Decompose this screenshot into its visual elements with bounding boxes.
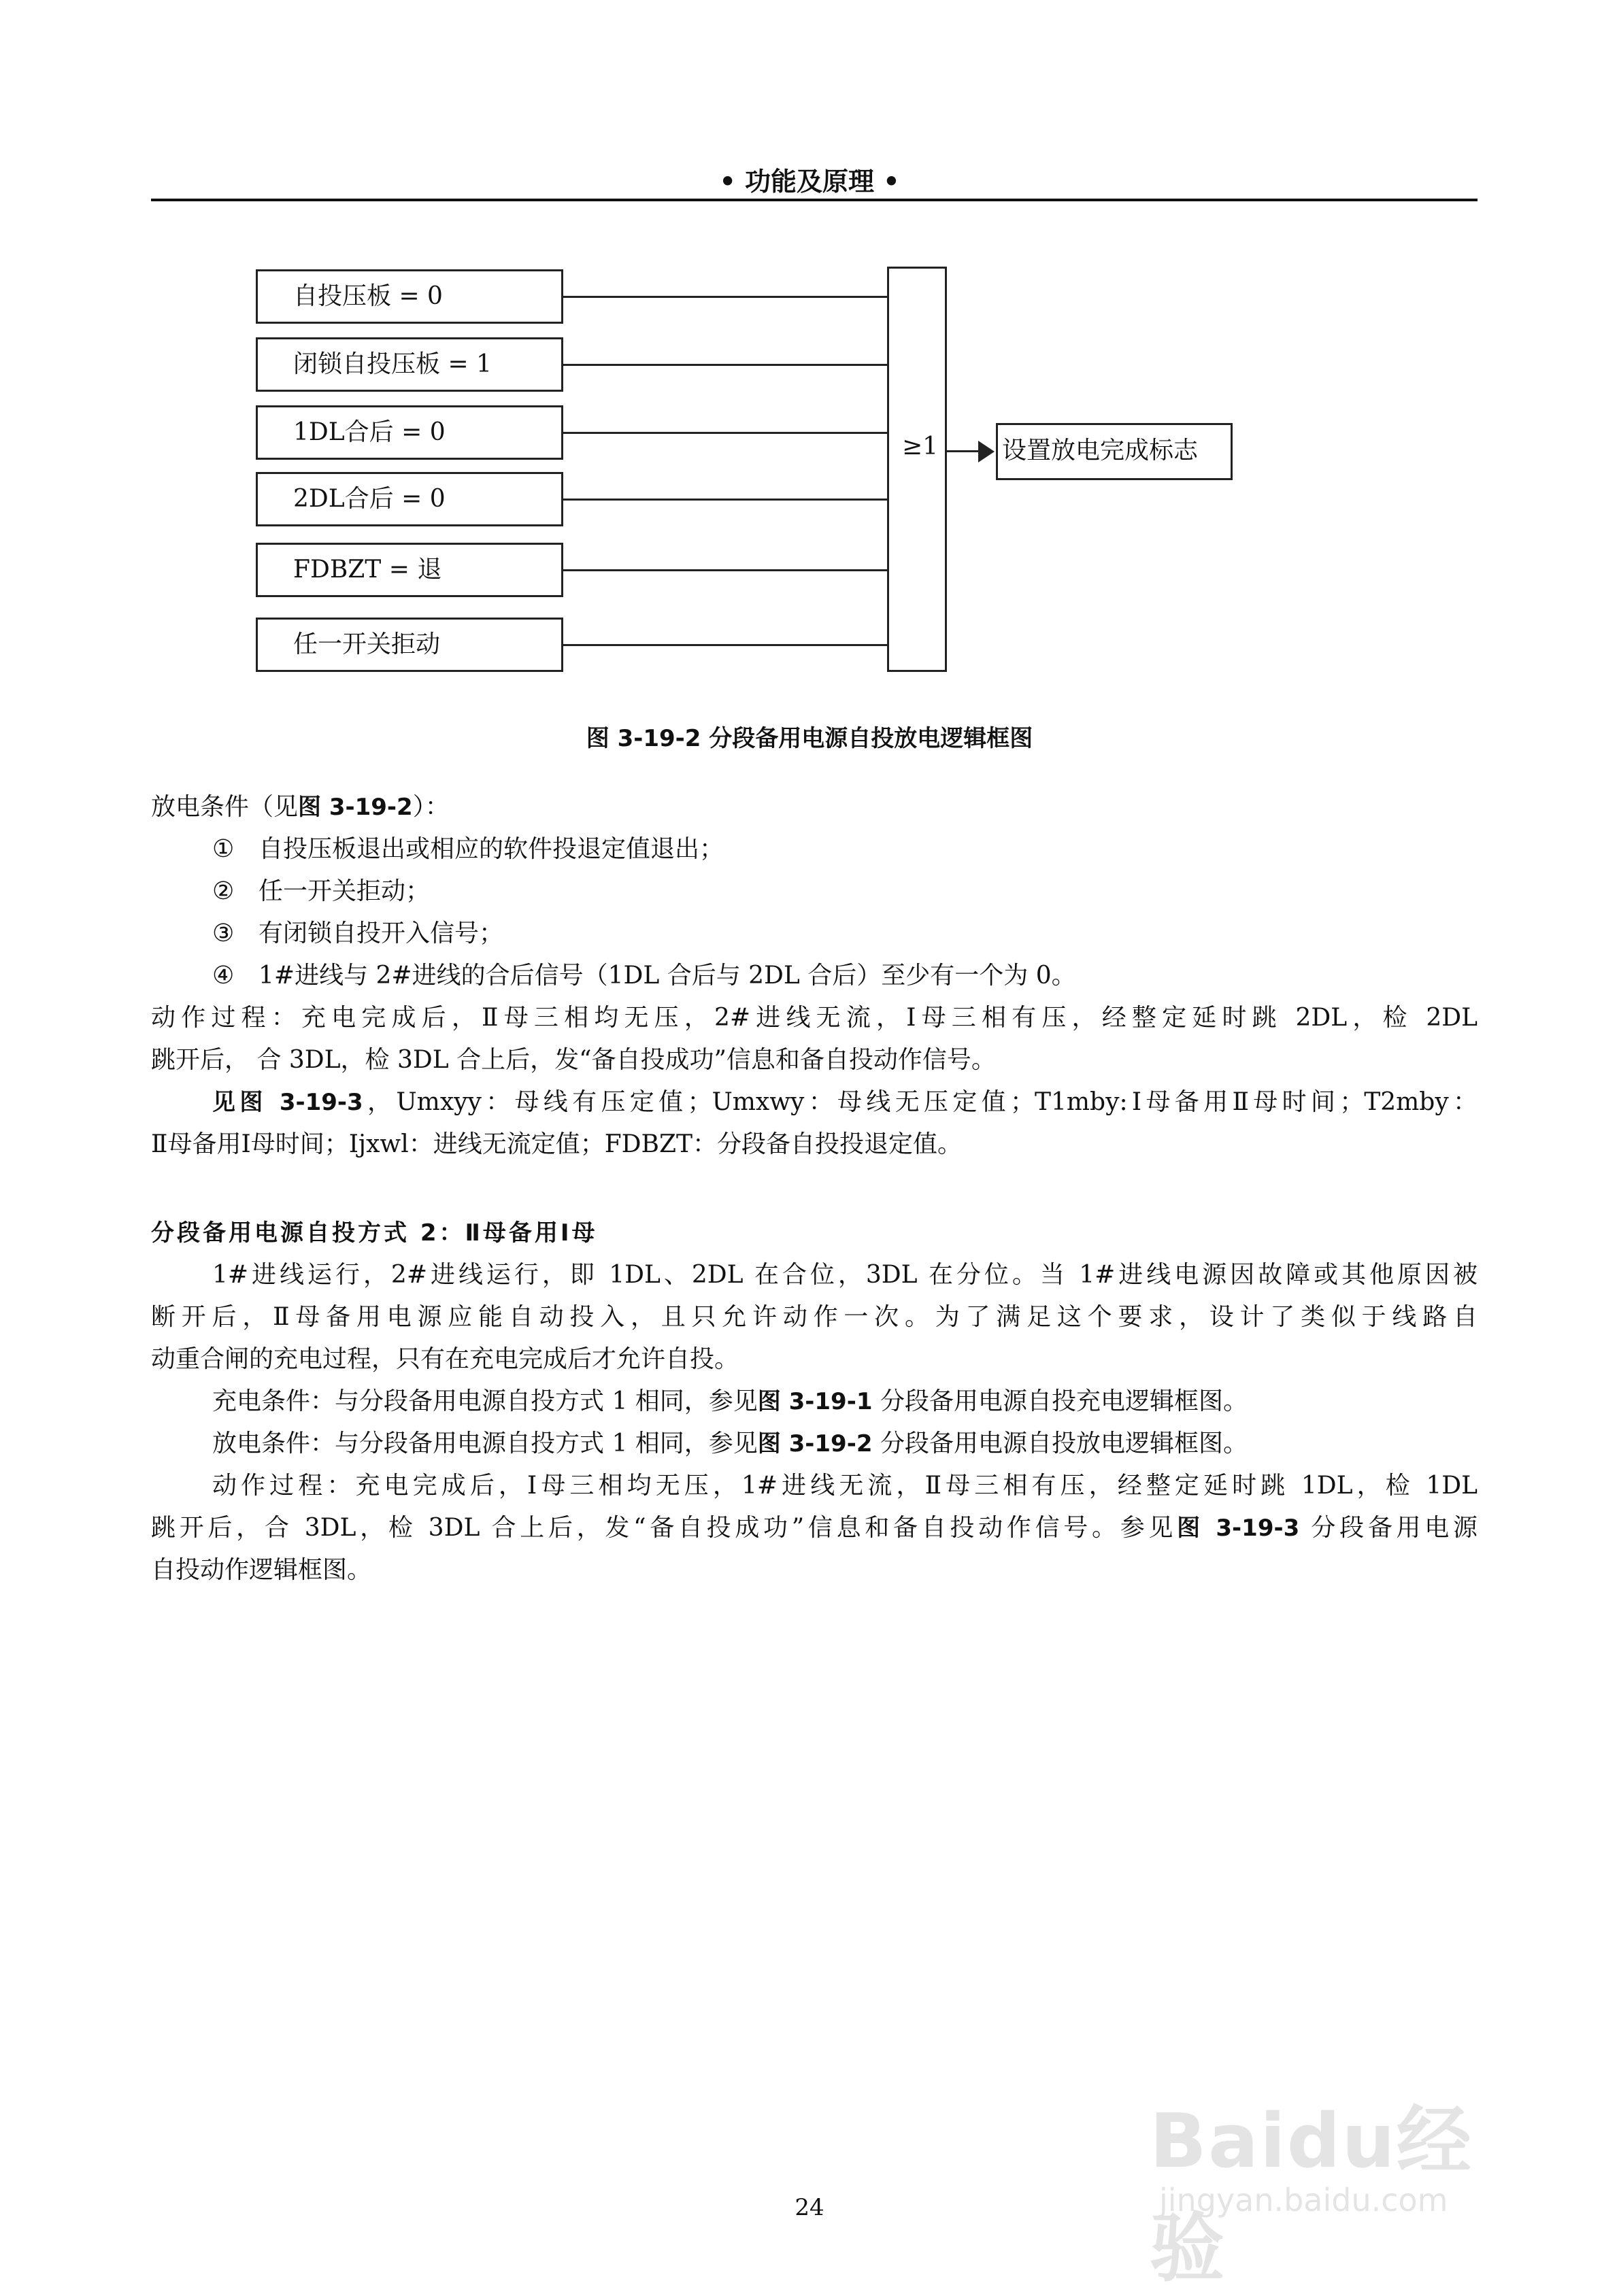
section-title: 分段备用电源自投方式 2：Ⅱ母备用Ⅰ母 [151,1219,598,1247]
diagram-wire [563,364,887,366]
page-header-title: • 功能及原理 • [719,167,900,197]
watermark-brand: Baidu经验 [1150,2097,1473,2292]
paragraph-line: 充电条件：与分段备用电源自投方式 1 相同，参见图 3-19-1 分段备用电源自投充电逻辑框图。 [212,1387,1248,1415]
diagram-input-lock-plate: 闭锁自投压板 = 1 [256,337,563,392]
mode2-section [151,1212,1478,1591]
discharge-logic-diagram [0,0,1619,680]
output-wire [947,450,981,452]
paragraph-line: 放电条件：与分段备用电源自投方式 1 相同，参见图 3-19-2 分段备用电源自投放电逻辑框图。 [212,1430,1248,1457]
paragraph-line: 跳开后， 合 3DL，检 3DL 合上后，发“备自投成功”信息和备自投动作信号。 [151,1046,996,1074]
figure-reference: 图 3-19-3 [1177,1515,1300,1542]
figure-reference: 图 3-19-2 [757,1430,873,1457]
paragraph-line: Ⅱ母备用Ⅰ母时间；Ijxwl：进线无流定值；FDBZT：分段备自投投退定值。 [151,1130,963,1158]
paragraph-line: 断开后，Ⅱ母备用电源应能自动投入，且只允许动作一次。为了满足这个要求，设计了类似于线路自 [151,1303,1478,1331]
watermark-site: jingyan.baidu.com [1159,2182,1448,2218]
list-item: ① 自投压板退出或相应的软件投退定值退出； [212,835,724,863]
diagram-input-1dl: 1DL合后 = 0 [256,405,563,460]
paragraph-line: 自投动作逻辑框图。 [151,1556,372,1584]
paragraph-line: 1#进线运行，2#进线运行，即 1DL、2DL 在合位，3DL 在分位。当 1#进线电源因故障或其他原因被 [212,1261,1478,1289]
paragraph-line: 动作过程：充电完成后，Ⅱ母三相均无压，2#进线无流，Ⅰ母三相有压，经整定延时跳 2DL，检 2DL [151,1004,1478,1032]
diagram-wire [563,644,887,646]
diagram-output-box: 设置放电完成标志 [996,423,1233,480]
discharge-conditions [151,786,1478,1166]
figure-reference: 图 3-19-1 [757,1388,873,1415]
diagram-input-2dl: 2DL合后 = 0 [256,472,563,526]
diagram-input-switch-fail: 任一开关拒动 [256,618,563,672]
paragraph-line: 放电条件（见图 3-19-2）： [151,793,450,821]
diagram-wire [563,296,887,298]
figure-reference: 见图 3-19-3 [212,1089,363,1116]
diagram-wire [563,499,887,501]
figure-caption: 图 3-19-2 分段备用电源自投放电逻辑框图 [586,725,1033,752]
list-item: ③ 有闭锁自投开入信号； [212,919,504,947]
diagram-wire [563,432,887,434]
list-item: ② 任一开关拒动； [212,877,431,905]
paragraph-line: 动重合闸的充电过程，只有在充电完成后才允许自投。 [151,1345,739,1373]
arrow-right-icon [978,441,995,462]
paragraph-line: 动作过程：充电完成后，Ⅰ母三相均无压，1#进线无流，Ⅱ母三相有压，经整定延时跳 1DL，检 1DL [212,1472,1478,1500]
paragraph-line: 见图 3-19-3，Umxyy：母线有压定值；Umxwy：母线无压定值；T1mby:Ⅰ母备用Ⅱ母时间；T2mby： [212,1088,1478,1116]
diagram-wire [563,569,887,571]
or-gate-label: ≥1 [902,433,939,460]
diagram-input-fdbzt: FDBZT = 退 [256,543,563,597]
figure-reference: 图 3-19-2 [298,794,413,821]
baidu-watermark-logo [1150,2067,1531,2292]
or-gate [887,267,947,672]
paragraph-line: 跳开后，合 3DL，检 3DL 合上后，发“备自投成功”信息和备自投动作信号。参见图 3-19-3 分段备用电源 [151,1514,1478,1542]
page-number: 24 [795,2194,824,2221]
list-item: ④ 1#进线与 2#进线的合后信号（1DL 合后与 2DL 合后）至少有一个为 0。 [212,962,1076,990]
diagram-input-auto-plate: 自投压板 = 0 [256,269,563,324]
